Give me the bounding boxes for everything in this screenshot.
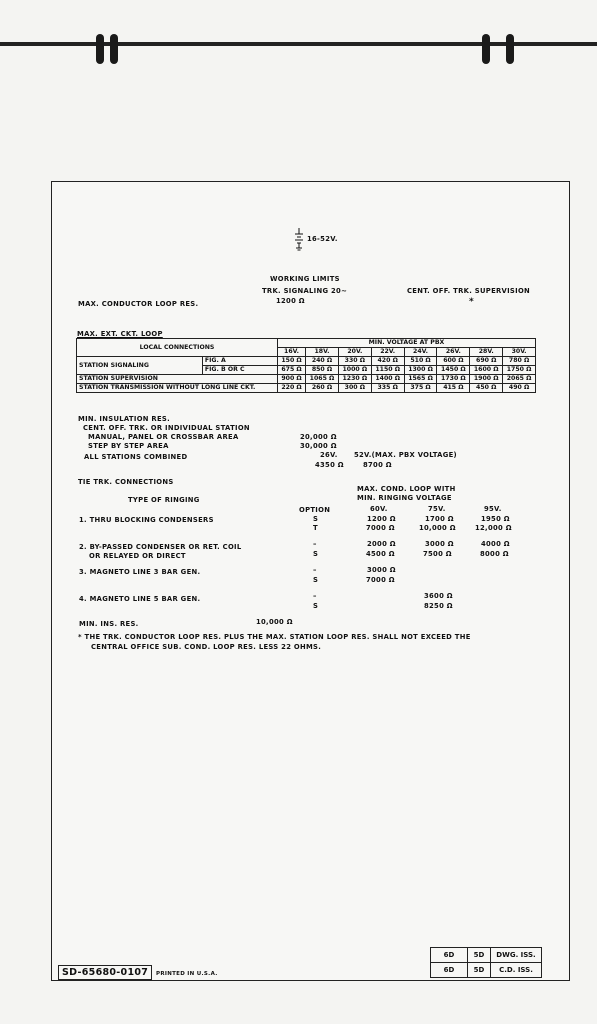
supply-voltage: 16-52V.	[307, 235, 338, 243]
table-cell: 415 Ω	[437, 384, 470, 393]
voltage-cell: 20V.	[338, 348, 371, 357]
table-header-row	[77, 339, 536, 348]
tie-trk-row4-option-a: –	[313, 592, 317, 600]
row-label: STATION SUPERVISION	[77, 375, 278, 384]
tie-trk-row4-a75: 3600 Ω	[424, 592, 453, 600]
voltage-cell: 30V.	[503, 348, 536, 357]
tie-trk-row1-a60: 1200 Ω	[367, 515, 396, 523]
tie-trk-row4-b75: 8250 Ω	[424, 602, 453, 610]
tie-trk-row2-option-a: –	[313, 540, 317, 548]
table-row	[77, 384, 536, 393]
max-cond-loop-heading: MAX. COND. LOOP WITH	[357, 485, 456, 493]
battery-symbol-icon	[294, 228, 304, 252]
tie-trk-row2-a60: 2000 Ω	[367, 540, 396, 548]
voltage-cell: 18V.	[306, 348, 339, 357]
table-row	[77, 375, 536, 384]
table-cell: 335 Ω	[371, 384, 404, 393]
insulation-52v: 52V.(MAX. PBX VOLTAGE)	[354, 451, 457, 459]
table-cell: 300 Ω	[338, 384, 371, 393]
ext-ckt-loop-title: MAX. EXT. CKT. LOOP	[77, 330, 163, 338]
voltage-cell: 22V.	[371, 348, 404, 357]
dwg-iss-col1: 6D	[431, 948, 468, 963]
voltage-cell: 28V.	[470, 348, 503, 357]
table-cell: 1450 Ω	[437, 366, 470, 375]
printed-in-usa: PRINTED IN U.S.A.	[156, 971, 218, 977]
tie-trk-row1-b95: 12,000 Ω	[475, 524, 512, 532]
voltage-cell: 16V.	[277, 348, 305, 357]
max-conductor-loop-value: 1200 Ω	[276, 297, 305, 305]
tie-trk-row1-option-a: S	[313, 515, 319, 523]
insulation-26v: 26V.	[320, 451, 338, 459]
tie-trk-row2-label: 2. BY-PASSED CONDENSER OR RET. COIL	[79, 543, 242, 551]
ringing-95v: 95V.	[484, 505, 502, 513]
tie-trk-row3-label: 3. MAGNETO LINE 3 BAR GEN.	[79, 568, 201, 576]
table-cell: 1600 Ω	[470, 366, 503, 375]
row-label: STATION SIGNALING	[77, 357, 203, 375]
min-voltage-header: MIN. VOLTAGE AT PBX	[277, 339, 535, 348]
row-sub-label: FIG. A	[202, 357, 277, 366]
footnote-line1: * THE TRK. CONDUCTOR LOOP RES. PLUS THE MAX. STATION LOOP RES. SHALL NOT EXCEED THE	[78, 633, 471, 641]
table-cell: 1065 Ω	[306, 375, 339, 384]
table-cell: 1000 Ω	[338, 366, 371, 375]
tie-trk-row2-a95: 4000 Ω	[481, 540, 510, 548]
table-cell: 2065 Ω	[503, 375, 536, 384]
insulation-line3: STEP BY STEP AREA	[88, 442, 169, 450]
cd-iss-label: C.D. ISS.	[491, 963, 542, 978]
binder-strip	[0, 34, 597, 52]
table-row	[431, 948, 542, 963]
table-cell: 240 Ω	[306, 357, 339, 366]
tie-trk-row2-b75: 7500 Ω	[423, 550, 452, 558]
cd-iss-col1: 6D	[431, 963, 468, 978]
all-stations-26v-value: 4350 Ω	[315, 461, 344, 469]
insulation-title: MIN. INSULATION RES.	[78, 415, 170, 423]
table-cell: 490 Ω	[503, 384, 536, 393]
table-cell: 780 Ω	[503, 357, 536, 366]
dwg-iss-label: DWG. ISS.	[491, 948, 542, 963]
table-cell: 1230 Ω	[338, 375, 371, 384]
table-cell: 375 Ω	[404, 384, 437, 393]
binder-ring	[96, 34, 104, 64]
table-cell: 1565 Ω	[404, 375, 437, 384]
option-heading: OPTION	[299, 506, 331, 514]
row-label: STATION TRANSMISSION WITHOUT LONG LINE CKT.	[77, 384, 278, 393]
all-stations-52v-value: 8700 Ω	[363, 461, 392, 469]
table-row	[431, 963, 542, 978]
table-cell: 690 Ω	[470, 357, 503, 366]
tie-trk-row2-option-b: S	[313, 550, 319, 558]
ringing-60v: 60V.	[370, 505, 388, 513]
issue-title-block	[430, 947, 542, 978]
tie-trk-row1-b75: 10,000 Ω	[419, 524, 456, 532]
table-cell: 420 Ω	[371, 357, 404, 366]
table-cell: 1300 Ω	[404, 366, 437, 375]
tie-trk-row2-label-cont: OR RELAYED OR DIRECT	[89, 552, 186, 560]
table-cell: 150 Ω	[277, 357, 305, 366]
tie-trk-row4-option-b: S	[313, 602, 319, 610]
type-of-ringing-heading: TYPE OF RINGING	[128, 496, 200, 504]
footnote-line2: CENTRAL OFFICE SUB. COND. LOOP RES. LESS 22 OHMS.	[91, 643, 322, 651]
insulation-line3-value: 30,000 Ω	[300, 442, 337, 450]
min-ins-res-value: 10,000 Ω	[256, 618, 293, 626]
table-cell: 1900 Ω	[470, 375, 503, 384]
ext-ckt-loop-table	[76, 338, 536, 393]
cd-iss-col2: 5D	[468, 963, 491, 978]
table-cell: 330 Ω	[338, 357, 371, 366]
voltage-cell: 26V.	[437, 348, 470, 357]
table-cell: 1150 Ω	[371, 366, 404, 375]
tie-trk-row2-b60: 4500 Ω	[366, 550, 395, 558]
tie-trk-row3-option-a: –	[313, 566, 317, 574]
tie-trk-row2-b95: 8000 Ω	[480, 550, 509, 558]
row-sub-label: FIG. B OR C	[202, 366, 277, 375]
min-ringing-heading: MIN. RINGING VOLTAGE	[357, 494, 452, 502]
binder-ring	[482, 34, 490, 64]
table-cell: 260 Ω	[306, 384, 339, 393]
tie-trk-row1-label: 1. THRU BLOCKING CONDENSERS	[79, 516, 214, 524]
drawing-number: SD-65680-0107	[58, 965, 152, 980]
supervision-asterisk: *	[469, 297, 475, 307]
voltage-cell: 24V.	[404, 348, 437, 357]
table-cell: 1400 Ω	[371, 375, 404, 384]
table-cell: 600 Ω	[437, 357, 470, 366]
tie-trk-row4-label: 4. MAGNETO LINE 5 BAR GEN.	[79, 595, 201, 603]
trk-signaling-heading: TRK. SIGNALING 20~	[262, 287, 348, 295]
min-ins-res-label: MIN. INS. RES.	[79, 620, 139, 628]
max-conductor-loop-label: MAX. CONDUCTOR LOOP RES.	[78, 300, 199, 308]
tie-trk-row3-option-b: S	[313, 576, 319, 584]
supervision-heading: CENT. OFF. TRK. SUPERVISION	[407, 287, 531, 295]
ringing-75v: 75V.	[428, 505, 446, 513]
tie-trk-row3-a60: 3000 Ω	[367, 566, 396, 574]
dwg-iss-col2: 5D	[468, 948, 491, 963]
tie-trk-title: TIE TRK. CONNECTIONS	[78, 478, 174, 486]
binder-ring	[110, 34, 118, 64]
insulation-line2-value: 20,000 Ω	[300, 433, 337, 441]
table-cell: 675 Ω	[277, 366, 305, 375]
table-cell: 1730 Ω	[437, 375, 470, 384]
table-cell: 510 Ω	[404, 357, 437, 366]
table-cell: 900 Ω	[277, 375, 305, 384]
tie-trk-row1-option-b: T	[313, 524, 318, 532]
table-row	[77, 357, 536, 366]
table-cell: 450 Ω	[470, 384, 503, 393]
tie-trk-row3-b60: 7000 Ω	[366, 576, 395, 584]
working-limits: WORKING LIMITS	[270, 275, 340, 283]
all-stations-label: ALL STATIONS COMBINED	[84, 453, 188, 461]
binder-ring	[506, 34, 514, 64]
tie-trk-row1-b60: 7000 Ω	[366, 524, 395, 532]
insulation-line2: MANUAL, PANEL OR CROSSBAR AREA	[88, 433, 239, 441]
table-cell: 850 Ω	[306, 366, 339, 375]
insulation-line1: CENT. OFF. TRK. OR INDIVIDUAL STATION	[83, 424, 250, 432]
tie-trk-row1-a75: 1700 Ω	[425, 515, 454, 523]
local-connections-header: LOCAL CONNECTIONS	[77, 339, 278, 357]
table-cell: 1750 Ω	[503, 366, 536, 375]
table-cell: 220 Ω	[277, 384, 305, 393]
tie-trk-row2-a75: 3000 Ω	[425, 540, 454, 548]
tie-trk-row1-a95: 1950 Ω	[481, 515, 510, 523]
